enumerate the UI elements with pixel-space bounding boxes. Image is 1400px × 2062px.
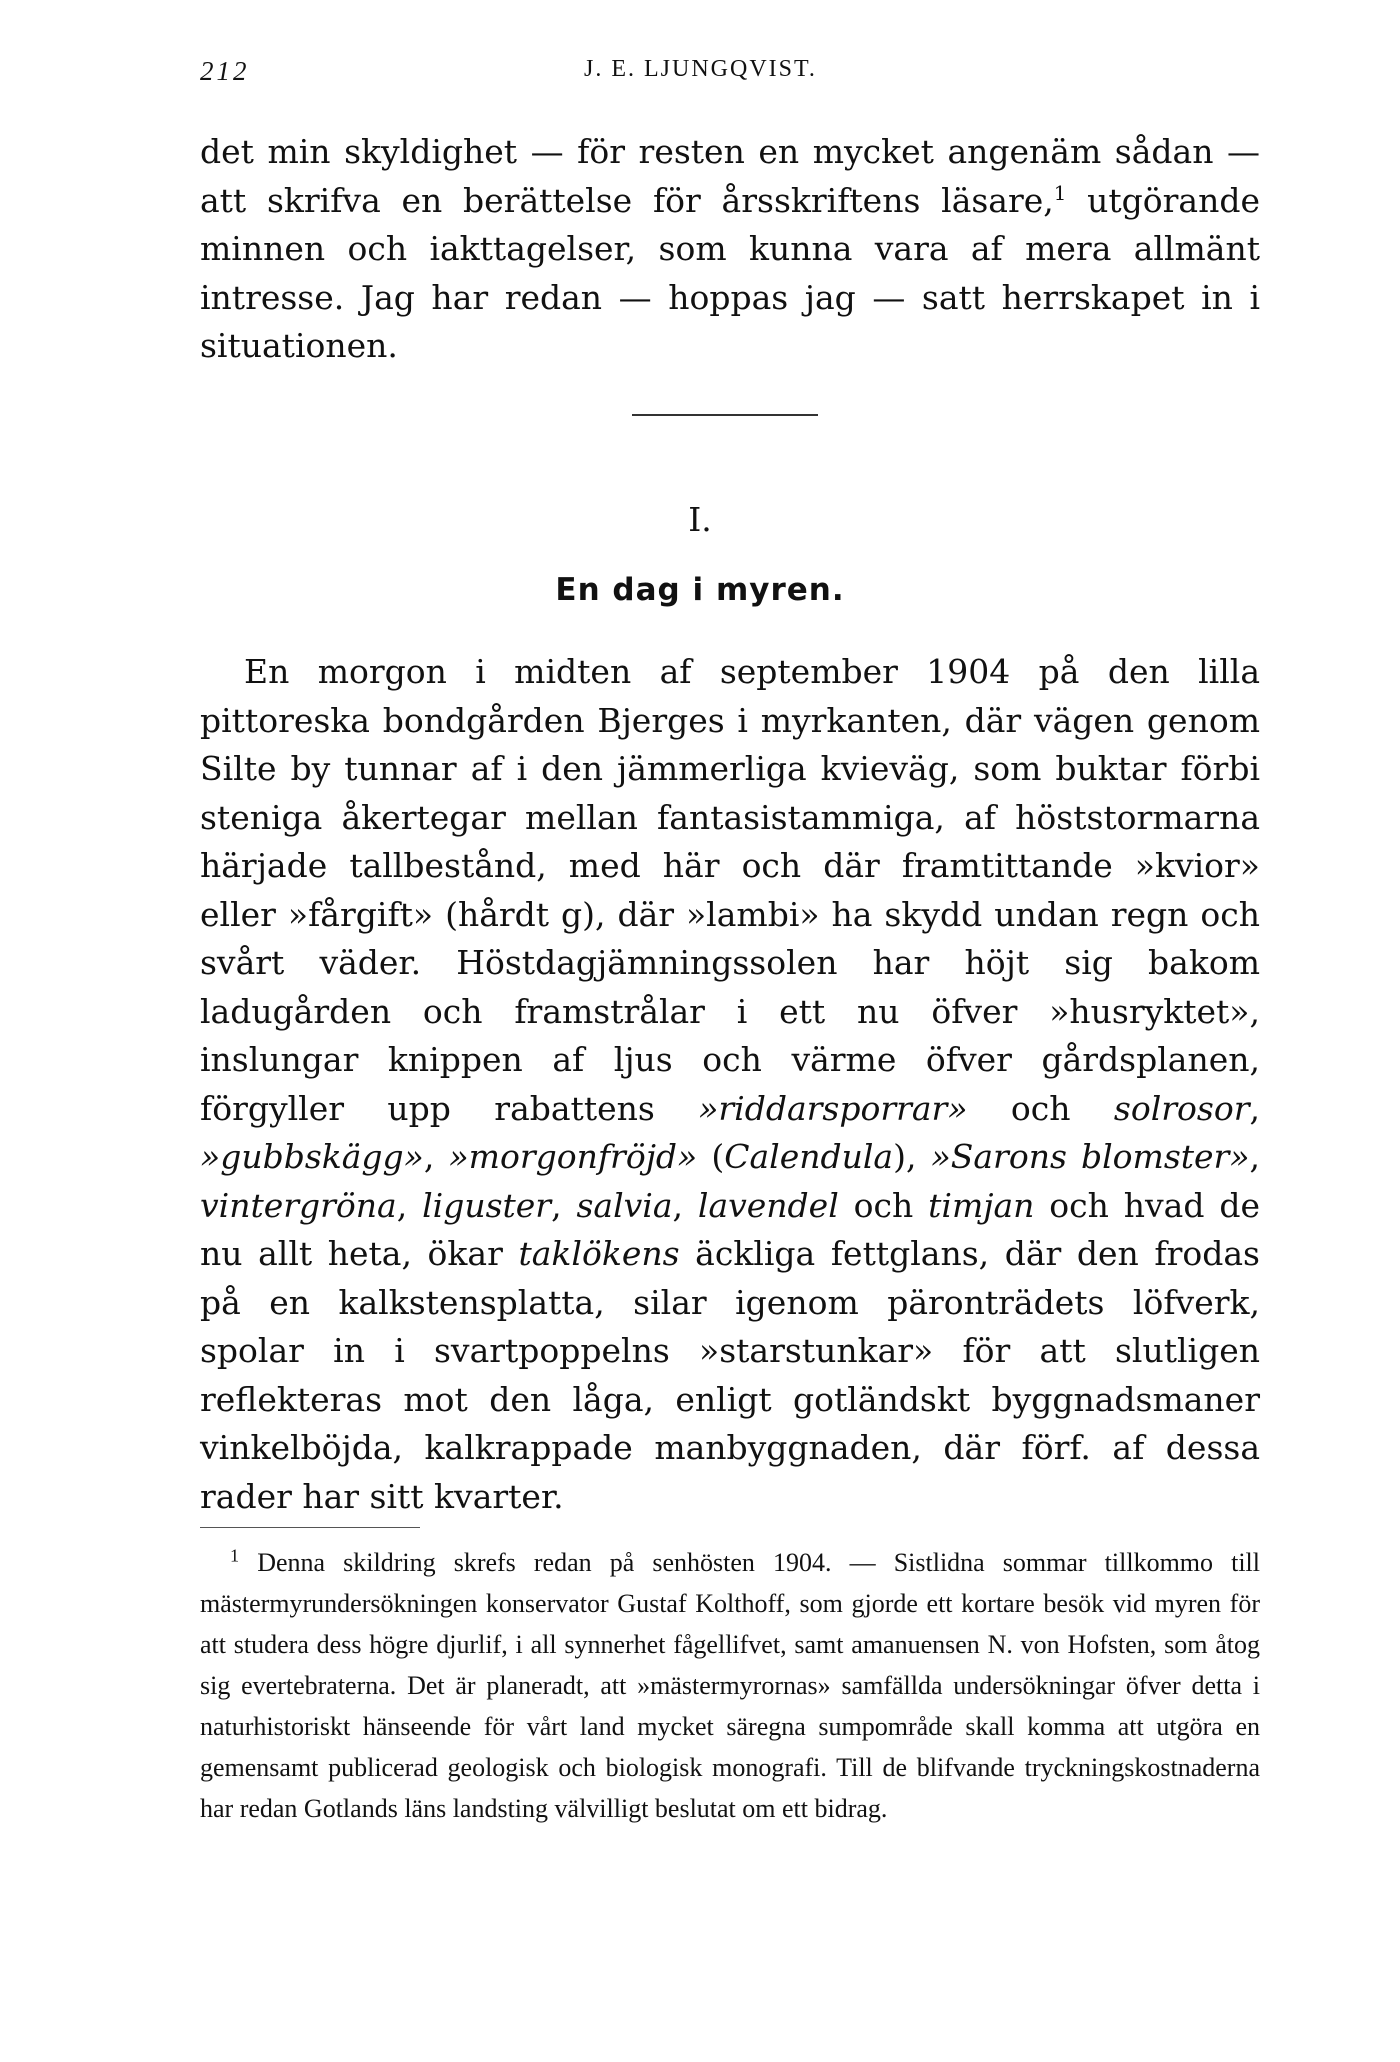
section-number: I. (688, 500, 712, 539)
plant-name: lavendel (697, 1185, 839, 1225)
plant-name: solrosor (1113, 1088, 1250, 1128)
text-run: , (423, 1137, 449, 1176)
plant-name: taklökens (518, 1234, 680, 1273)
plant-name: salvia (576, 1185, 673, 1225)
plant-name: vintergröna (200, 1185, 397, 1225)
running-title: J. E. LJUNGQVIST. (584, 56, 817, 82)
footnote-rule (200, 1527, 420, 1528)
plant-name: Calendula (724, 1137, 894, 1176)
footnote-body: Denna skildring skrefs redan på senhösten 1904. — Sistlidna sommar tillkommo till mästermyrundersökningen konservator Gustaf Kolthoff, som gjorde ett kortare besök vid myren för att studera dess högre djurlif, i all synnerhet fågellifvet, samt amanuensen N. von Hofsten, som åtog sig evertebraterna. Det är planeradt, att »mästermyrornas» samfällda undersökningar öfver detta i naturhistoriskt hänseende för vårt land mycket säregna sumpområde skall komma att utgöra en gemensamt publicerad geologisk och biologisk monografi. Till de blifvande tryckningskostnaderna har redan Gotlands läns landsting välvilligt beslutat om ett bidrag. (200, 1548, 1261, 1823)
text-run: och hvad de nu allt heta, ökar (200, 1185, 1261, 1273)
footnote-text (200, 1542, 1260, 1829)
running-head (200, 56, 1260, 96)
text-run: äckliga fettglans, där den frodas på en kalkstensplatta, silar igenom päronträdets löfverk, spolar in i svartpoppelns »starstunkar» för att slutligen reflekteras mot den låga, enligt gotländskt byggnadsmaner vinkelböjda, kalkrappade manbyggnaden, där förf. af dessa rader har sitt kvarter. (200, 1234, 1260, 1516)
intro-text-end: utgörande minnen och iakttagelser, som kunna vara af mera allmänt intresse. Jag har redan — hoppas jag — satt herrskapet in i situationen. (200, 180, 1260, 365)
main-paragraph (200, 648, 1260, 1521)
text-run: , (551, 1185, 577, 1225)
plant-name: timjan (928, 1185, 1035, 1225)
plant-name: »morgonfröjd» (448, 1137, 698, 1176)
main-paragraph-text (200, 648, 1260, 1521)
text-run: En morgon i midten af september 1904 på den lilla pittoreska bondgården Bjerges i myrkanten, där vägen genom Silte by tunnar af i den jämmerliga kvieväg, som buktar förbi steniga åkertegar mellan fantasistammiga, af höststormarna härjade tallbestånd, med här och där framtittande »kvior» eller »fårgift» (hårdt g), där »lambi» ha skydd undan regn och svårt väder. Höstdagjämningssolen har höjt sig bakom ladugården och framstrålar i ett nu öfver »husryktet», inslungar knippen af ljus och värme öfver gårdsplanen, förgyller upp rabattens (200, 652, 1260, 1128)
section-divider (632, 414, 818, 416)
text-run: , (396, 1185, 423, 1225)
section-title: En dag i myren. (555, 572, 845, 608)
text-run: ( (697, 1137, 725, 1176)
page-number: 212 (200, 56, 250, 86)
plant-name: »Sarons blomster» (930, 1137, 1250, 1176)
plant-name: liguster (422, 1185, 552, 1225)
text-run: ), (893, 1137, 931, 1176)
footnote (200, 1542, 1260, 1829)
text-run: , (672, 1185, 698, 1225)
intro-text-start: det min skyldighet — för resten en mycket angenäm sådan — att skrifva en berättelse för årsskriftens läsare, (200, 132, 1260, 220)
text-run: och (838, 1185, 929, 1225)
intro-paragraph (200, 128, 1260, 371)
footnote-marker: 1 (230, 1545, 240, 1566)
text-run: , (1249, 1088, 1260, 1128)
text-run: och (967, 1088, 1114, 1128)
plant-name: »gubbskägg» (200, 1137, 424, 1176)
plant-name: »riddarsporrar» (698, 1088, 968, 1128)
text-run: , (1249, 1137, 1261, 1176)
footnote-reference: 1 (1053, 181, 1067, 205)
